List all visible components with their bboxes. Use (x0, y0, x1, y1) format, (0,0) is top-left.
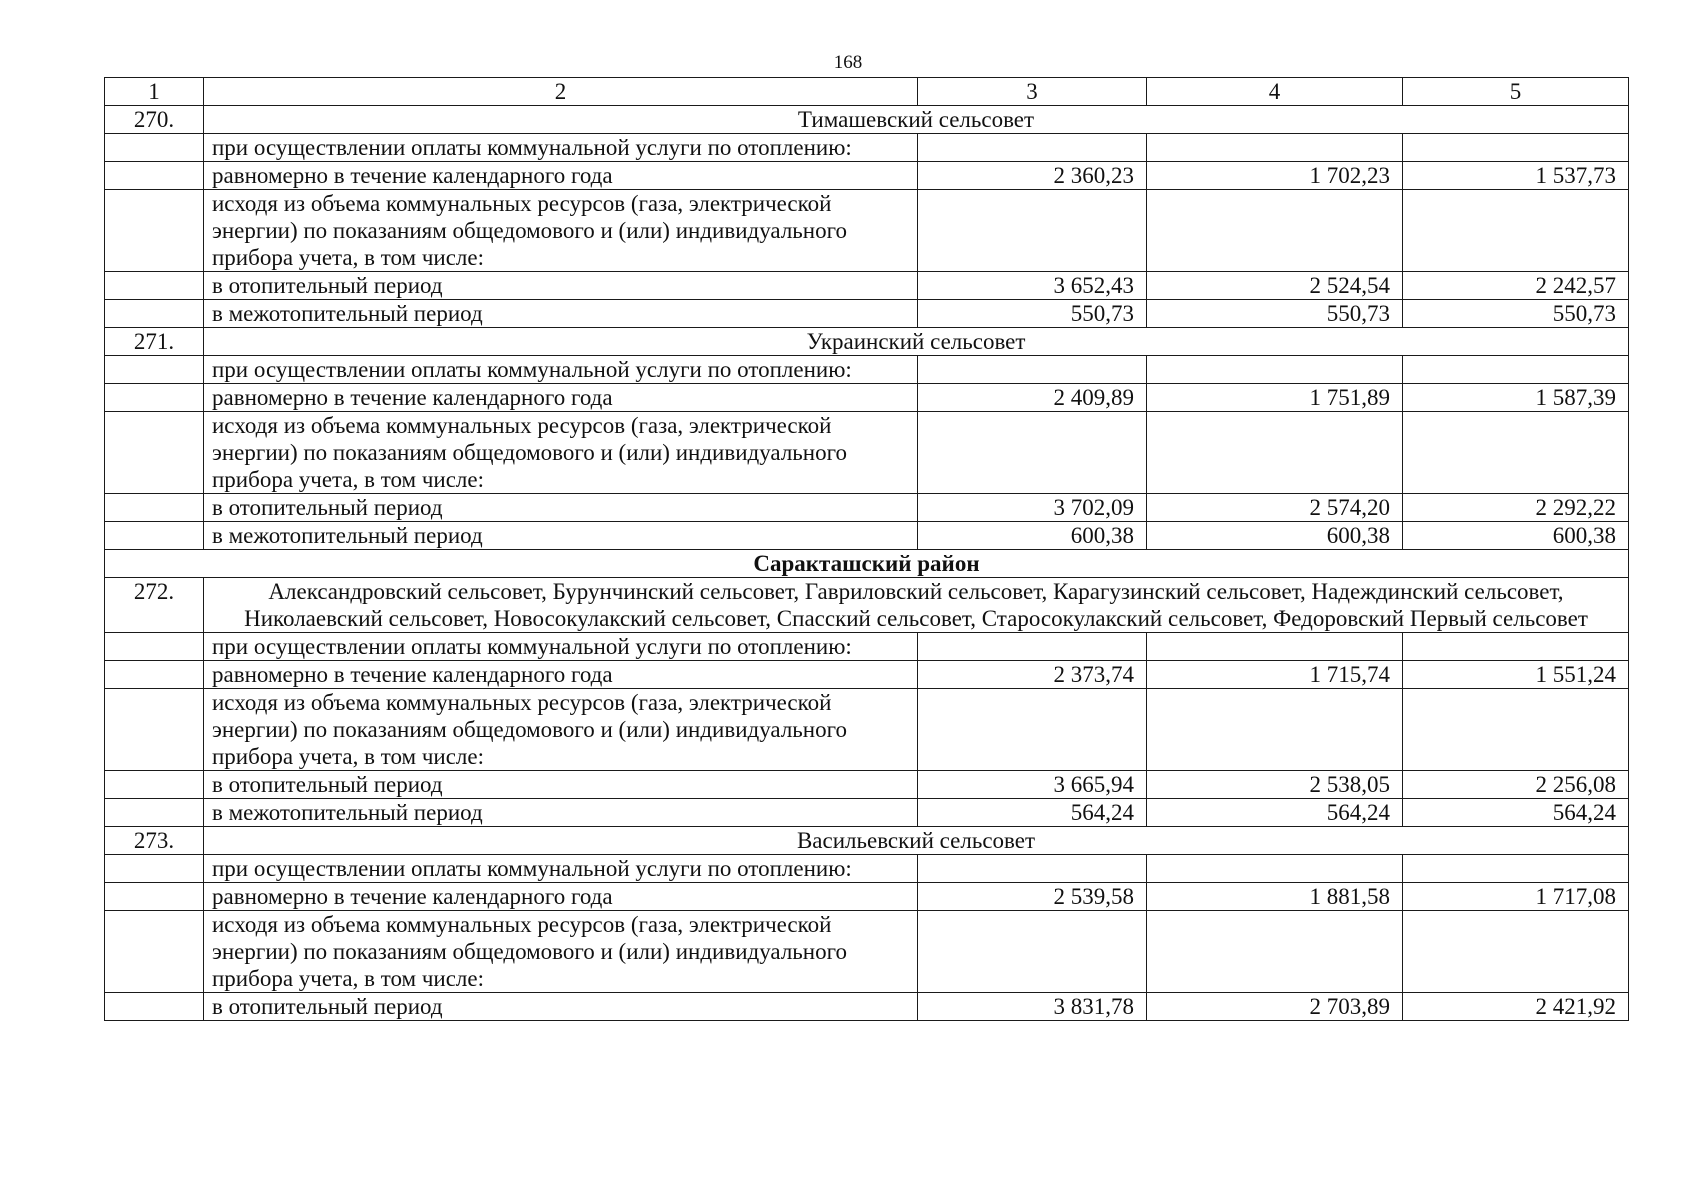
value-col-3 (918, 134, 1147, 162)
row-index: 270. (105, 106, 204, 134)
value-col-5 (1403, 855, 1629, 883)
table-row (105, 799, 1629, 827)
value-col-4: 2 574,20 (1147, 494, 1403, 522)
value-col-3 (918, 412, 1147, 494)
row-label: равномерно в течение календарного года (204, 883, 918, 911)
column-number: 5 (1403, 78, 1629, 106)
row-label: равномерно в течение календарного года (204, 384, 918, 412)
table-row (105, 384, 1629, 412)
value-col-5 (1403, 356, 1629, 384)
value-col-5 (1403, 689, 1629, 771)
table-row (105, 993, 1629, 1021)
row-index: 273. (105, 827, 204, 855)
tariff-table (104, 77, 1629, 1021)
value-col-3 (918, 633, 1147, 661)
value-col-5: 2 421,92 (1403, 993, 1629, 1021)
value-col-5: 1 551,24 (1403, 661, 1629, 689)
row-index-empty (105, 522, 204, 550)
row-label: при осуществлении оплаты коммунальной услуги по отоплению: (204, 134, 918, 162)
row-index-empty (105, 384, 204, 412)
value-col-3: 3 702,09 (918, 494, 1147, 522)
column-number: 1 (105, 78, 204, 106)
value-col-4: 1 881,58 (1147, 883, 1403, 911)
value-col-4: 600,38 (1147, 522, 1403, 550)
value-col-5: 1 587,39 (1403, 384, 1629, 412)
column-number: 4 (1147, 78, 1403, 106)
value-col-4: 2 524,54 (1147, 272, 1403, 300)
row-label: при осуществлении оплаты коммунальной услуги по отоплению: (204, 633, 918, 661)
value-col-4 (1147, 855, 1403, 883)
settlement-name: Украинский сельсовет (204, 328, 1629, 356)
table-row (105, 661, 1629, 689)
settlement-row (105, 106, 1629, 134)
row-index-empty (105, 412, 204, 494)
value-col-5: 2 242,57 (1403, 272, 1629, 300)
table-row (105, 494, 1629, 522)
table-row (105, 300, 1629, 328)
value-col-5: 1 717,08 (1403, 883, 1629, 911)
row-label: равномерно в течение календарного года (204, 162, 918, 190)
value-col-3: 550,73 (918, 300, 1147, 328)
value-col-3: 2 539,58 (918, 883, 1147, 911)
table-row (105, 883, 1629, 911)
row-index-empty (105, 661, 204, 689)
value-col-3 (918, 689, 1147, 771)
value-col-3: 600,38 (918, 522, 1147, 550)
row-label: в межотопительный период (204, 300, 918, 328)
row-index-empty (105, 356, 204, 384)
value-col-3: 2 373,74 (918, 661, 1147, 689)
row-label: в отопительный период (204, 272, 918, 300)
row-index-empty (105, 993, 204, 1021)
row-index-empty (105, 162, 204, 190)
row-index: 271. (105, 328, 204, 356)
value-col-3 (918, 190, 1147, 272)
table-row (105, 633, 1629, 661)
value-col-4: 2 703,89 (1147, 993, 1403, 1021)
value-col-4: 550,73 (1147, 300, 1403, 328)
row-label: равномерно в течение календарного года (204, 661, 918, 689)
value-col-4: 1 715,74 (1147, 661, 1403, 689)
value-col-3: 3 652,43 (918, 272, 1147, 300)
row-label: при осуществлении оплаты коммунальной услуги по отоплению: (204, 855, 918, 883)
row-label: исходя из объема коммунальных ресурсов (газа, электрической энергии) по показаниям общедомового и (или) индивидуального прибора учета, в том числе: (204, 190, 918, 272)
row-label: в отопительный период (204, 494, 918, 522)
row-index-empty (105, 883, 204, 911)
value-col-5 (1403, 190, 1629, 272)
value-col-4 (1147, 134, 1403, 162)
column-number: 3 (918, 78, 1147, 106)
value-col-4 (1147, 412, 1403, 494)
table-row (105, 522, 1629, 550)
row-index-empty (105, 494, 204, 522)
value-col-5 (1403, 412, 1629, 494)
district-name: Саракташский район (105, 550, 1629, 578)
value-col-5: 600,38 (1403, 522, 1629, 550)
row-label: в отопительный период (204, 771, 918, 799)
table-row (105, 190, 1629, 272)
table-row (105, 356, 1629, 384)
value-col-3 (918, 855, 1147, 883)
row-label: исходя из объема коммунальных ресурсов (газа, электрической энергии) по показаниям общедомового и (или) индивидуального прибора учета, в том числе: (204, 412, 918, 494)
value-col-3: 564,24 (918, 799, 1147, 827)
table-row (105, 272, 1629, 300)
table-row (105, 689, 1629, 771)
settlement-name: Васильевский сельсовет (204, 827, 1629, 855)
value-col-3 (918, 356, 1147, 384)
table-row (105, 855, 1629, 883)
value-col-3: 3 665,94 (918, 771, 1147, 799)
settlement-name: Александровский сельсовет, Бурунчинский сельсовет, Гавриловский сельсовет, Карагузинский сельсовет, Надеждинский сельсовет, Николаевский сельсовет, Новосокулакский сельсовет, Спасский сельсовет, Старосокулакский сельсовет, Федоровский Первый сельсовет (204, 578, 1629, 633)
row-index-empty (105, 911, 204, 993)
row-index-empty (105, 799, 204, 827)
row-index-empty (105, 300, 204, 328)
value-col-4: 1 751,89 (1147, 384, 1403, 412)
value-col-5 (1403, 134, 1629, 162)
value-col-3: 2 360,23 (918, 162, 1147, 190)
row-label: в межотопительный период (204, 799, 918, 827)
value-col-5: 564,24 (1403, 799, 1629, 827)
row-index-empty (105, 771, 204, 799)
row-index: 272. (105, 578, 204, 633)
value-col-4 (1147, 633, 1403, 661)
column-number-row (105, 78, 1629, 106)
page-number: 168 (833, 52, 863, 73)
value-col-3: 3 831,78 (918, 993, 1147, 1021)
value-col-4: 1 702,23 (1147, 162, 1403, 190)
table-row (105, 162, 1629, 190)
value-col-5 (1403, 911, 1629, 993)
value-col-3: 2 409,89 (918, 384, 1147, 412)
value-col-4 (1147, 190, 1403, 272)
row-index-empty (105, 633, 204, 661)
value-col-5: 550,73 (1403, 300, 1629, 328)
table-body (105, 78, 1629, 1021)
value-col-4 (1147, 356, 1403, 384)
value-col-5 (1403, 633, 1629, 661)
row-index-empty (105, 134, 204, 162)
settlement-name: Тимашевский сельсовет (204, 106, 1629, 134)
row-index-empty (105, 190, 204, 272)
district-row (105, 550, 1629, 578)
table-row (105, 911, 1629, 993)
value-col-4: 2 538,05 (1147, 771, 1403, 799)
row-label: в межотопительный период (204, 522, 918, 550)
settlement-row (105, 328, 1629, 356)
row-label: при осуществлении оплаты коммунальной услуги по отоплению: (204, 356, 918, 384)
column-number: 2 (204, 78, 918, 106)
row-label: в отопительный период (204, 993, 918, 1021)
settlement-row (105, 827, 1629, 855)
row-index-empty (105, 855, 204, 883)
row-label: исходя из объема коммунальных ресурсов (газа, электрической энергии) по показаниям общедомового и (или) индивидуального прибора учета, в том числе: (204, 689, 918, 771)
value-col-4 (1147, 689, 1403, 771)
value-col-4 (1147, 911, 1403, 993)
value-col-5: 2 292,22 (1403, 494, 1629, 522)
table-row (105, 412, 1629, 494)
row-index-empty (105, 272, 204, 300)
row-label: исходя из объема коммунальных ресурсов (газа, электрической энергии) по показаниям общедомового и (или) индивидуального прибора учета, в том числе: (204, 911, 918, 993)
value-col-5: 1 537,73 (1403, 162, 1629, 190)
value-col-3 (918, 911, 1147, 993)
row-index-empty (105, 689, 204, 771)
value-col-4: 564,24 (1147, 799, 1403, 827)
value-col-5: 2 256,08 (1403, 771, 1629, 799)
table-row (105, 134, 1629, 162)
table-row (105, 771, 1629, 799)
settlement-row (105, 578, 1629, 633)
